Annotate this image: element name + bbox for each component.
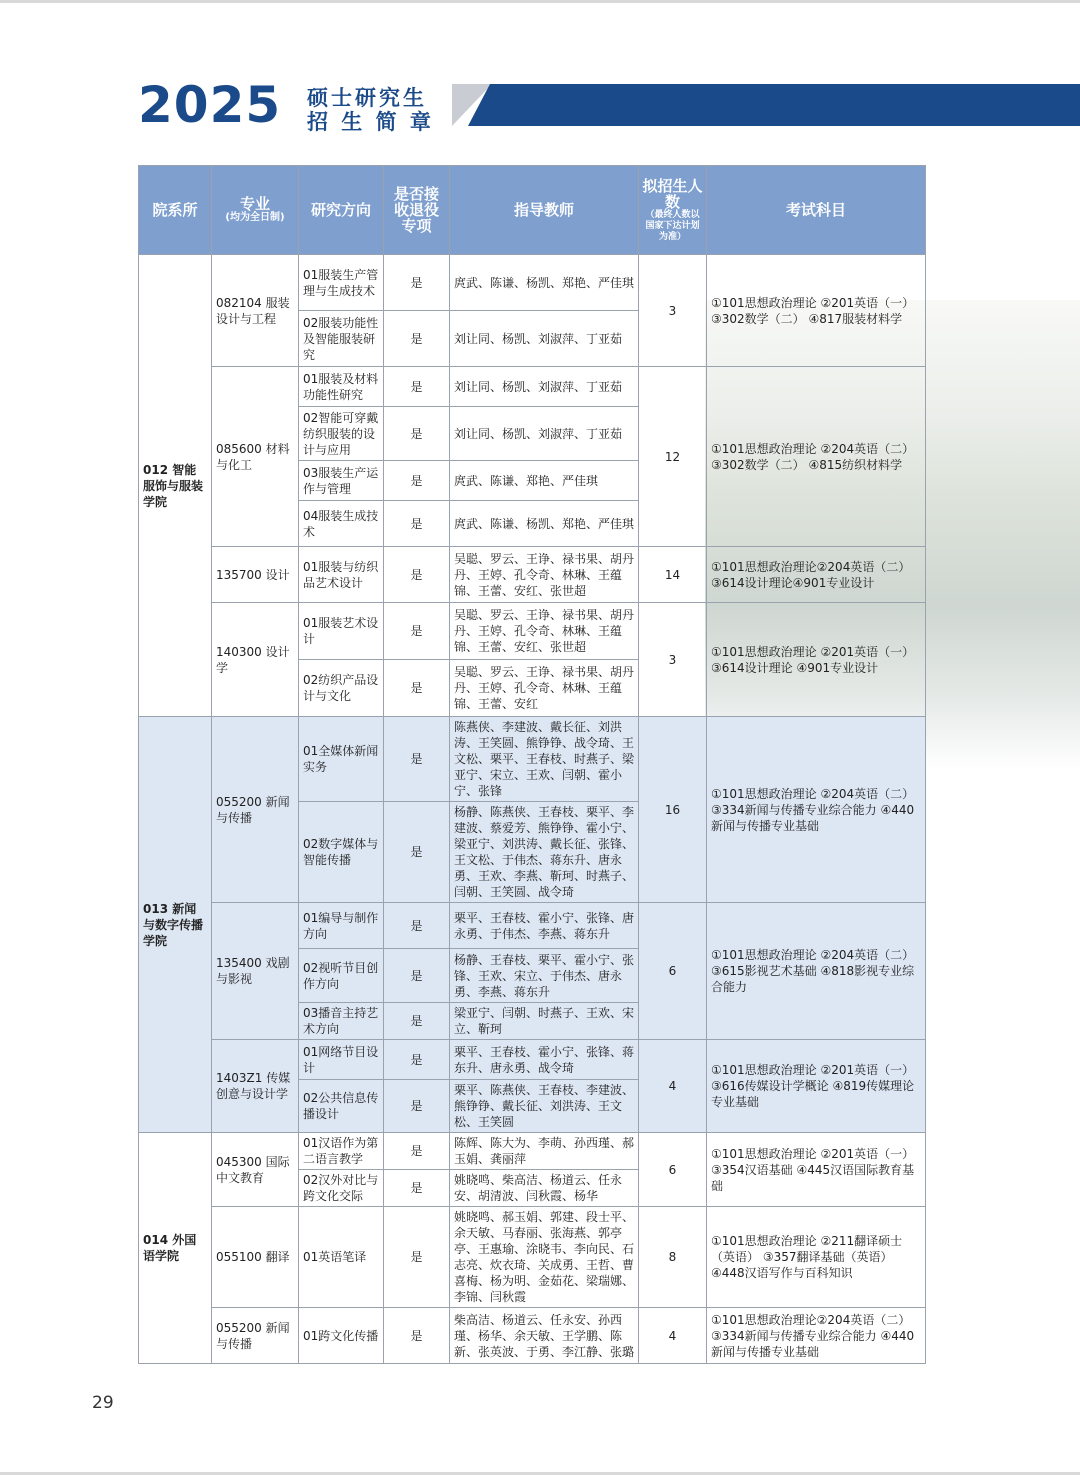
advisors-cell: 吴聪、罗云、王诤、禄书果、胡丹丹、王婷、孔令奇、林琳、王蕴锦、王蕾、安红、张世超 xyxy=(450,547,639,603)
major-cell: 135400 戏剧与影视 xyxy=(212,903,299,1040)
direction-cell: 02智能可穿戴纺织服装的设计与应用 xyxy=(299,407,384,461)
quota-cell: 6 xyxy=(639,1133,707,1207)
header-title-line2: 招 生 简 章 xyxy=(307,110,434,134)
exam-cell: ①101思想政治理论 ②201英语（一） ③614设计理论 ④901专业设计 xyxy=(707,603,926,717)
quota-cell: 4 xyxy=(639,1040,707,1133)
advisors-cell: 吴聪、罗云、王诤、禄书果、胡丹丹、王婷、孔令奇、林琳、王蕴锦、王蕾、安红、张世超 xyxy=(450,603,639,660)
direction-cell: 01全媒体新闻实务 xyxy=(299,717,384,802)
header-dept: 院系所 xyxy=(139,166,212,255)
direction-cell: 01编导与制作方向 xyxy=(299,903,384,949)
header-retired: 是否接收退役专项 xyxy=(384,166,450,255)
exam-cell: ①101思想政治理论 ②204英语（二） ③615影视艺术基础 ④818影视专业综合能力 xyxy=(707,903,926,1040)
exam-cell: ①101思想政治理论 ②211翻译硕士（英语） ③357翻译基础（英语） ④448汉语写作与百科知识 xyxy=(707,1207,926,1308)
exam-cell: ①101思想政治理论 ②204英语（二） ③334新闻与传播专业综合能力 ④440新闻与传播专业基础 xyxy=(707,717,926,903)
exam-cell: ①101思想政治理论 ②201英语（一） ③302数学（二） ④817服装材料学 xyxy=(707,255,926,367)
retired-cell: 是 xyxy=(384,311,450,367)
table-row xyxy=(139,1308,926,1364)
quota-cell: 16 xyxy=(639,717,707,903)
direction-cell: 01服装生产管理与生成技术 xyxy=(299,255,384,311)
advisors-cell: 姚晓鸣、柴高洁、杨道云、任永安、胡清波、闫秋霞、杨华 xyxy=(450,1170,639,1207)
advisors-cell: 柴高洁、杨道云、任永安、孙西瑾、杨华、余天敏、王学鹏、陈新、张英波、于勇、李江静、张璐 xyxy=(450,1308,639,1364)
direction-cell: 02公共信息传播设计 xyxy=(299,1080,384,1133)
dept-cell: 012 智能服饰与服装学院 xyxy=(139,255,212,717)
exam-cell: ①101思想政治理论 ②201英语（一） ③354汉语基础 ④445汉语国际教育基础 xyxy=(707,1133,926,1207)
retired-cell: 是 xyxy=(384,1133,450,1170)
table-row xyxy=(139,367,926,407)
advisors-cell: 杨静、陈燕侠、王春枝、栗平、李建波、蔡爱芳、熊铮铮、霍小宁、梁亚宁、刘洪涛、戴长征、张锋、王文松、于伟杰、蒋东升、唐永勇、王欢、李燕、靳珂、时燕子、闫朝、王笑圆、战令琦 xyxy=(450,802,639,903)
quota-cell: 6 xyxy=(639,903,707,1040)
advisors-cell: 吴聪、罗云、王诤、禄书果、胡丹丹、王婷、孔令奇、林琳、王蕴锦、王蕾、安红 xyxy=(450,660,639,717)
retired-cell: 是 xyxy=(384,547,450,603)
table-row xyxy=(139,547,926,603)
retired-cell: 是 xyxy=(384,603,450,660)
major-cell: 055200 新闻与传播 xyxy=(212,717,299,903)
quota-cell: 14 xyxy=(639,547,707,603)
direction-cell: 01服装艺术设计 xyxy=(299,603,384,660)
major-cell: 082104 服装设计与工程 xyxy=(212,255,299,367)
retired-cell: 是 xyxy=(384,802,450,903)
major-cell: 135700 设计 xyxy=(212,547,299,603)
retired-cell: 是 xyxy=(384,461,450,501)
exam-cell: ①101思想政治理论 ②204英语（二） ③302数学（二） ④815纺织材料学 xyxy=(707,367,926,547)
retired-cell: 是 xyxy=(384,717,450,802)
major-cell: 085600 材料与化工 xyxy=(212,367,299,547)
advisors-cell: 梁亚宁、闫朝、时燕子、王欢、宋立、靳珂 xyxy=(450,1003,639,1040)
advisors-cell: 栗平、王春枝、霍小宁、张锋、唐永勇、于伟杰、李燕、蒋东升 xyxy=(450,903,639,949)
retired-cell: 是 xyxy=(384,949,450,1003)
header-advisors: 指导教师 xyxy=(450,166,639,255)
table-row xyxy=(139,1133,926,1170)
major-cell: 045300 国际中文教育 xyxy=(212,1133,299,1207)
table-header-row xyxy=(139,166,926,255)
header-exam: 考试科目 xyxy=(707,166,926,255)
quota-cell: 8 xyxy=(639,1207,707,1308)
advisors-cell: 庹武、陈谦、杨凯、郑艳、严佳琪 xyxy=(450,501,639,547)
retired-cell: 是 xyxy=(384,1207,450,1308)
retired-cell: 是 xyxy=(384,1080,450,1133)
advisors-cell: 陈辉、陈大为、李萌、孙西瑾、郝玉娟、龚丽萍 xyxy=(450,1133,639,1170)
direction-cell: 03服装生产运作与管理 xyxy=(299,461,384,501)
advisors-cell: 刘让同、杨凯、刘淑萍、丁亚茹 xyxy=(450,407,639,461)
major-cell: 1403Z1 传媒创意与设计学 xyxy=(212,1040,299,1133)
direction-cell: 01服装与纺织品艺术设计 xyxy=(299,547,384,603)
exam-cell: ①101思想政治理论②204英语（二） ③334新闻与传播专业综合能力 ④440新闻与传播专业基础 xyxy=(707,1308,926,1364)
advisors-cell: 庹武、陈谦、杨凯、郑艳、严佳琪 xyxy=(450,255,639,311)
direction-cell: 01服装及材料功能性研究 xyxy=(299,367,384,407)
table-row xyxy=(139,903,926,949)
header-direction: 研究方向 xyxy=(299,166,384,255)
advisors-cell: 刘让同、杨凯、刘淑萍、丁亚茹 xyxy=(450,311,639,367)
page-header xyxy=(0,70,1080,140)
top-border xyxy=(0,0,1080,3)
retired-cell: 是 xyxy=(384,367,450,407)
header-title-line1: 硕士研究生 xyxy=(307,86,427,110)
header-major: 专业 (均为全日制) xyxy=(212,166,299,255)
exam-cell: ①101思想政治理论②204英语（二） ③614设计理论④901专业设计 xyxy=(707,547,926,603)
advisors-cell: 杨静、王春枝、栗平、霍小宁、张锋、王欢、宋立、于伟杰、唐永勇、李燕、蒋东升 xyxy=(450,949,639,1003)
retired-cell: 是 xyxy=(384,1040,450,1080)
advisors-cell: 庹武、陈谦、郑艳、严佳琪 xyxy=(450,461,639,501)
retired-cell: 是 xyxy=(384,903,450,949)
advisors-cell: 刘让同、杨凯、刘淑萍、丁亚茹 xyxy=(450,367,639,407)
advisors-cell: 陈燕侠、李建波、戴长征、刘洪涛、王笑圆、熊铮铮、战令琦、王文松、栗平、王春枝、时燕子、梁亚宁、宋立、王欢、闫朝、霍小宁、张锋 xyxy=(450,717,639,802)
direction-cell: 02数字媒体与智能传播 xyxy=(299,802,384,903)
table-row xyxy=(139,1040,926,1080)
retired-cell: 是 xyxy=(384,501,450,547)
header-year: 2025 xyxy=(138,76,282,134)
direction-cell: 02汉外对比与跨文化交际 xyxy=(299,1170,384,1207)
retired-cell: 是 xyxy=(384,255,450,311)
dept-cell: 013 新闻与数字传播学院 xyxy=(139,717,212,1133)
direction-cell: 01英语笔译 xyxy=(299,1207,384,1308)
exam-cell: ①101思想政治理论 ②201英语（一） ③616传媒设计学概论 ④819传媒理论专业基础 xyxy=(707,1040,926,1133)
direction-cell: 04服装生成技术 xyxy=(299,501,384,547)
retired-cell: 是 xyxy=(384,1308,450,1364)
retired-cell: 是 xyxy=(384,407,450,461)
direction-cell: 02视听节目创作方向 xyxy=(299,949,384,1003)
direction-cell: 01汉语作为第二语言教学 xyxy=(299,1133,384,1170)
header-quota: 拟招生人数 （最终人数以国家下达计划为准） xyxy=(639,166,707,255)
direction-cell: 01跨文化传播 xyxy=(299,1308,384,1364)
dept-cell: 014 外国语学院 xyxy=(139,1133,212,1364)
table-row xyxy=(139,1207,926,1308)
retired-cell: 是 xyxy=(384,660,450,717)
admissions-table xyxy=(138,165,926,1364)
advisors-cell: 栗平、陈燕侠、王春枝、李建波、熊铮铮、戴长征、刘洪涛、王文松、王笑圆 xyxy=(450,1080,639,1133)
retired-cell: 是 xyxy=(384,1170,450,1207)
advisors-cell: 姚晓鸣、郝玉娟、郭建、段士平、余天敏、马春丽、张海燕、郭亭亭、王惠瑜、涂晓韦、李向民、石志亮、炊衣琦、关成勇、王哲、曹喜梅、杨为明、金茹花、梁瑞娜、李锦、闫秋霞 xyxy=(450,1207,639,1308)
direction-cell: 03播音主持艺术方向 xyxy=(299,1003,384,1040)
table-row xyxy=(139,603,926,660)
table-row xyxy=(139,255,926,311)
quota-cell: 12 xyxy=(639,367,707,547)
direction-cell: 02服装功能性及智能服装研究 xyxy=(299,311,384,367)
quota-cell: 3 xyxy=(639,255,707,367)
quota-cell: 3 xyxy=(639,603,707,717)
major-cell: 055100 翻译 xyxy=(212,1207,299,1308)
direction-cell: 01网络节目设计 xyxy=(299,1040,384,1080)
retired-cell: 是 xyxy=(384,1003,450,1040)
page-number: 29 xyxy=(92,1393,114,1413)
quota-cell: 4 xyxy=(639,1308,707,1364)
advisors-cell: 栗平、王春枝、霍小宁、张锋、蒋东升、唐永勇、战令琦 xyxy=(450,1040,639,1080)
direction-cell: 02纺织产品设计与文化 xyxy=(299,660,384,717)
major-cell: 140300 设计学 xyxy=(212,603,299,717)
header-blue-band xyxy=(468,84,1080,126)
table-row xyxy=(139,717,926,802)
major-cell: 055200 新闻与传播 xyxy=(212,1308,299,1364)
